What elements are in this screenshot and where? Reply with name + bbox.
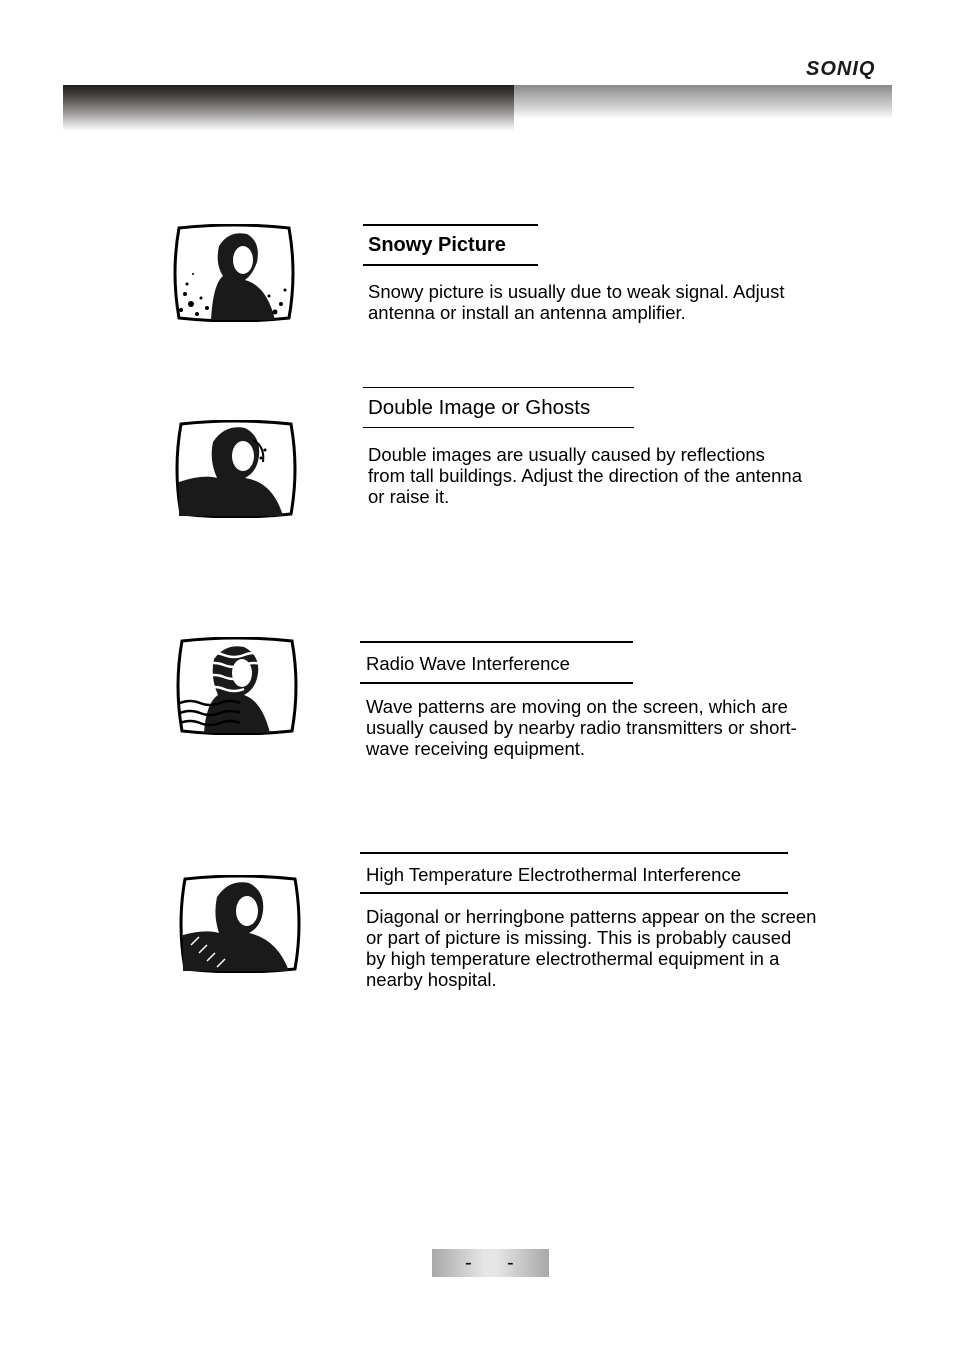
section-rule-top xyxy=(363,387,634,388)
page-dash-left: - xyxy=(465,1252,472,1274)
description-line: or part of picture is missing. This is probably caused xyxy=(366,927,792,948)
section-rule-bottom xyxy=(363,427,634,428)
header-bar-light xyxy=(514,85,892,119)
section-description xyxy=(366,696,797,759)
description-line: usually caused by nearby radio transmitters or short- xyxy=(366,717,797,738)
description-line: or raise it. xyxy=(368,486,450,507)
description-line: nearby hospital. xyxy=(366,969,497,990)
section-rule-top xyxy=(360,641,633,643)
wave-tv-picture-icon xyxy=(174,637,300,735)
soniq-logo xyxy=(806,56,892,80)
description-line: Snowy picture is usually due to weak signal. Adjust xyxy=(368,281,785,302)
logo-text: SONIQ xyxy=(806,58,876,80)
description-line: wave receiving equipment. xyxy=(366,738,586,759)
section-rule-top xyxy=(363,224,538,226)
section-title-double-image: Double Image or Ghosts xyxy=(368,396,591,419)
page-dash-right: - xyxy=(507,1252,514,1274)
description-line: by high temperature electrothermal equipment in a xyxy=(366,948,780,969)
description-line: Wave patterns are moving on the screen, which are xyxy=(366,696,788,717)
section-rule-bottom xyxy=(360,892,788,894)
ghost-tv-picture-icon xyxy=(173,420,299,518)
section-rule-bottom xyxy=(363,264,538,266)
description-line: Double images are usually caused by reflections xyxy=(368,444,765,465)
section-title-radio-wave: Radio Wave Interference xyxy=(366,653,570,674)
section-description xyxy=(368,444,802,507)
section-rule-top xyxy=(360,852,788,854)
section-title-high-temperature: High Temperature Electrothermal Interference xyxy=(366,864,741,885)
description-line: Diagonal or herringbone patterns appear on the screen xyxy=(366,906,817,927)
snowy-tv-picture-icon xyxy=(171,224,297,322)
header-bar-dark xyxy=(63,85,514,131)
section-rule-bottom xyxy=(360,682,633,684)
section-description xyxy=(368,281,784,323)
description-line: antenna or install an antenna amplifier. xyxy=(368,302,686,323)
herringbone-tv-picture-icon xyxy=(177,875,303,973)
section-title-snowy-picture: Snowy Picture xyxy=(368,234,506,256)
description-line: from tall buildings. Adjust the direction of the antenna xyxy=(368,465,802,486)
section-description xyxy=(366,906,816,990)
page-number-box xyxy=(432,1249,549,1277)
